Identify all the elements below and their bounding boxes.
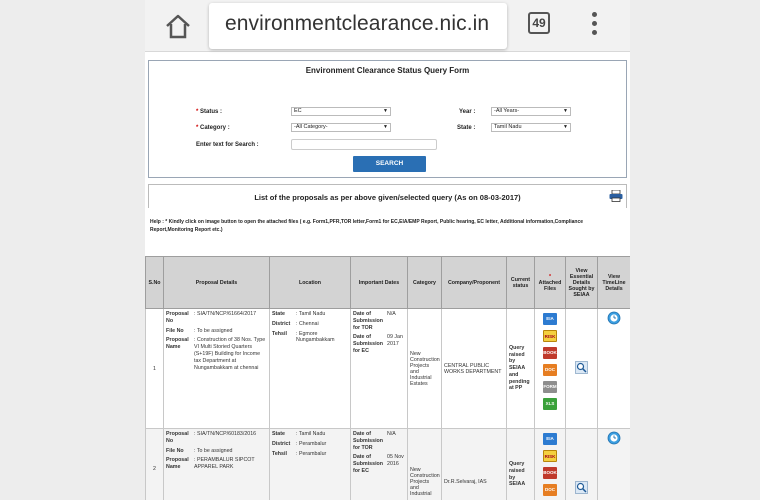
printer-icon[interactable]: [609, 190, 623, 202]
dates-cell: Date of Submission for TOR N/A Date of Submission for EC 05 Nov 2016: [351, 429, 408, 500]
table-row: [146, 309, 631, 429]
year-select[interactable]: -All Years- ▼: [491, 107, 571, 116]
document-file-icon[interactable]: DOC: [543, 484, 557, 496]
eia-file-icon[interactable]: EIA: [543, 313, 557, 325]
risk-file-icon[interactable]: RISK: [543, 450, 557, 462]
proposal-cell: Proposal No : SIA/TN/NCP/61664/2017 File No : To be assigned Proposal Name : Construction of 38 Nos. Type VI Multi Storied Quarters (S+19F) Building for Income tax Department at Nungambakkam at chennai: [164, 309, 270, 429]
search-text-input[interactable]: [291, 139, 437, 150]
header-proposal: Proposal Details: [164, 257, 270, 309]
status-select[interactable]: EC ▼: [291, 107, 391, 116]
sno-cell: 2: [146, 429, 164, 500]
timeline-cell: [598, 309, 631, 429]
header-essential: View Essential Details Sought by SEIAA: [566, 257, 598, 309]
files-cell: [535, 429, 566, 500]
form-title: Environment Clearance Status Query Form: [305, 66, 470, 75]
browser-toolbar: [145, 0, 630, 52]
sno-cell: 1: [146, 309, 164, 429]
form-file-icon[interactable]: FORM: [543, 381, 557, 393]
year-label: Year :: [459, 109, 476, 115]
timeline-clock-icon[interactable]: [607, 431, 621, 445]
book-file-icon[interactable]: BOOK: [543, 467, 557, 479]
spreadsheet-file-icon[interactable]: XLS: [543, 398, 557, 410]
company-cell: Dr.R.Selvaraj, IAS: [442, 429, 507, 500]
tab-switcher-button[interactable]: 49: [528, 12, 550, 34]
state-label: State :: [457, 125, 476, 131]
timeline-clock-icon[interactable]: [607, 311, 621, 325]
header-status: Current status: [507, 257, 535, 309]
category-label: * Category :: [196, 125, 230, 131]
chevron-down-icon: ▼: [563, 124, 568, 130]
magnifier-icon[interactable]: [575, 361, 588, 374]
home-icon[interactable]: [163, 11, 193, 41]
query-form: [148, 60, 627, 178]
header-location: Location: [270, 257, 351, 309]
search-text-label: Enter text for Search :: [196, 142, 259, 148]
header-sno: S.No: [146, 257, 164, 309]
list-title: List of the proposals as per above given/selected query (As on 08-03-2017): [254, 193, 521, 202]
list-header: [148, 184, 627, 208]
location-cell: State : Tamil Nadu District : Perambalur Tehsil : Perambalur: [270, 429, 351, 500]
help-text: Help : * Kindly click on image button to open the attached files ( e.g. Form1,PFR,TOR letter,Form1 for EC,EIA/EMP Report, Public hearing, EC letter, Additional information,Compliance Report,Monitoring Report etc.): [150, 219, 584, 233]
proposal-cell: Proposal No : SIA/TN/NCP/60183/2016 File No : To be assigned Proposal Name : PERAMBALUR SIPCOT APPAREL PARK: [164, 429, 270, 500]
company-cell: CENTRAL PUBLIC WORKS DEPARTMENT: [442, 309, 507, 429]
header-company: Company/Proponent: [442, 257, 507, 309]
category-select[interactable]: -All Category- ▼: [291, 123, 391, 132]
book-file-icon[interactable]: BOOK: [543, 347, 557, 359]
risk-file-icon[interactable]: RISK: [543, 330, 557, 342]
chevron-down-icon: ▼: [383, 124, 388, 130]
category-cell: New Construction Projects and Industrial Estates: [408, 309, 442, 429]
eia-file-icon[interactable]: EIA: [543, 433, 557, 445]
document-file-icon[interactable]: DOC: [543, 364, 557, 376]
header-files: * Attached Files: [535, 257, 566, 309]
chevron-down-icon: ▼: [563, 108, 568, 114]
table-row: [146, 429, 631, 500]
header-dates: Important Dates: [351, 257, 408, 309]
magnifier-icon[interactable]: [575, 481, 588, 494]
timeline-cell: [598, 429, 631, 500]
essential-cell: [566, 429, 598, 500]
phone-viewport: [145, 0, 630, 500]
location-cell: State : Tamil Nadu District : Chennai Tehsil : Egmore Nungambakkam: [270, 309, 351, 429]
status-cell: Query raised by SEIAA: [507, 429, 535, 500]
url-text: environmentclearance.nic.in: [225, 12, 490, 35]
state-select[interactable]: Tamil Nadu ▼: [491, 123, 571, 132]
url-bar[interactable]: [209, 3, 507, 49]
status-cell: Query raised by SEIAA and pending at PP: [507, 309, 535, 429]
header-timeline: View TimeLine Details: [598, 257, 631, 309]
overflow-menu-icon[interactable]: [591, 12, 597, 38]
chevron-down-icon: ▼: [383, 108, 388, 114]
proposals-table: [145, 256, 630, 500]
search-button[interactable]: SEARCH: [353, 156, 426, 172]
dates-cell: Date of Submission for TOR N/A Date of Submission for EC 09 Jan 2017: [351, 309, 408, 429]
category-cell: New Construction Projects and Industrial: [408, 429, 442, 500]
header-category: Category: [408, 257, 442, 309]
essential-cell: [566, 309, 598, 429]
files-cell: [535, 309, 566, 429]
status-label: * Status :: [196, 109, 223, 115]
